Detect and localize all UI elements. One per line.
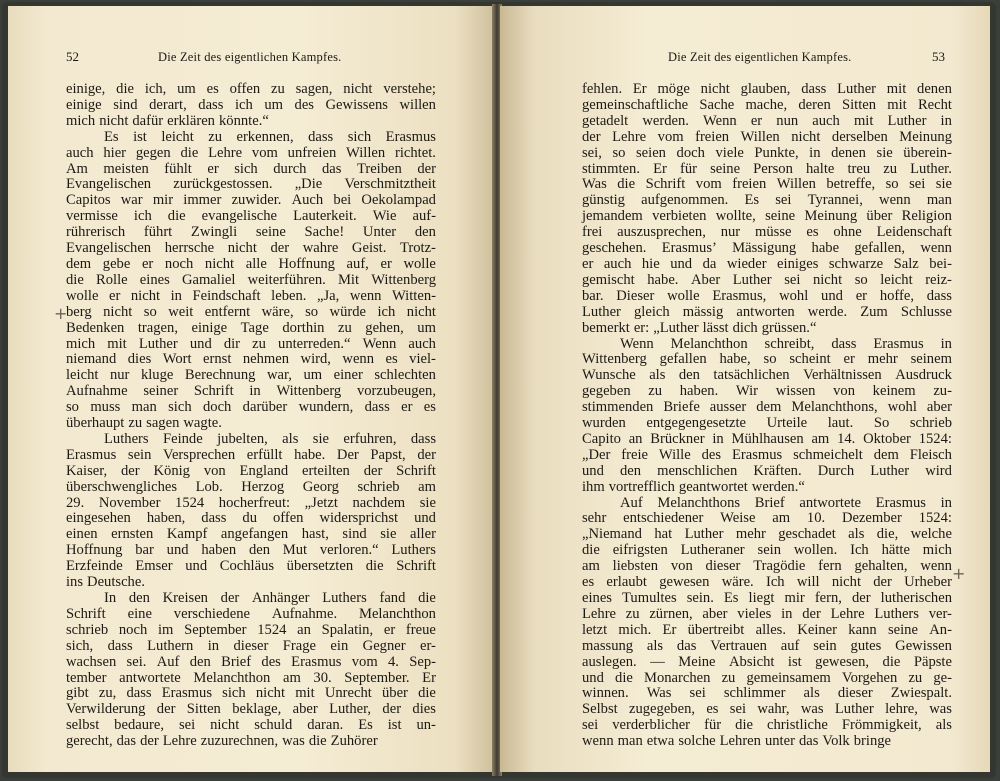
text-line: Es ist leicht zu erkennen, dass sich Erasmus <box>104 128 436 145</box>
text-line: Verwilderung der Sitten beklage, aber Luther, der dies <box>66 701 436 718</box>
running-head: Die Zeit des eigentlichen Kampfes. <box>668 50 852 64</box>
text-line: einige, die ich, um es offen zu sagen, nicht verstehe; <box>66 81 436 97</box>
right-page <box>500 6 990 772</box>
text-line: Wunsche als den tatsächlichen Verhältnissen Ausdruck <box>582 367 952 384</box>
text-line: Evangelischen zurückgestossen. „Die Verschmitztheit <box>66 176 436 193</box>
text-line: sich, dass Luthern in dieser Frage ein Gegner er- <box>66 637 436 654</box>
text-line: sei verderblicher für die christliche Frömmigkeit, als <box>582 717 952 734</box>
text-line: geschehen. Erasmus’ Mässigung habe gefallen, wenn <box>582 240 952 257</box>
text-line: Luthers Feinde jubelten, als sie erfuhren, dass <box>104 430 436 447</box>
text-line: einige sind derart, dass ich um des Gewissens willen <box>66 96 436 113</box>
text-line: Kaiser, der König von England erteilten der Schrift <box>66 462 436 479</box>
text-line: gemeinschaftliche Sache mache, deren Sitten mit Recht <box>582 96 952 113</box>
page-number: 53 <box>932 49 945 64</box>
text-line: berg nicht so weit entfernt wäre, so würde ich nicht <box>66 303 436 320</box>
text-line: ins Deutsche. <box>66 574 145 591</box>
text-line: fehlen. Er möge nicht glauben, dass Luther mit denen <box>582 81 952 97</box>
text-line: Aufnahme seiner Schrift in Wittenberg vorzubeugen, <box>66 383 436 400</box>
text-line: schrieb noch im September 1524 an Spalatin, er freue <box>66 621 436 638</box>
text-line: Auf Melanchthons Brief antwortete Erasmus in <box>620 494 952 511</box>
text-line: Am meisten fühlt er sich durch das Treiben der <box>66 160 436 177</box>
text-line: der Lehre vom freien Willen nicht derselben Meinung <box>582 128 952 145</box>
text-line: wurden entgegengesetzte Urteile laut. So schrieb <box>582 415 952 432</box>
text-line: überhaupt zu sagen wagte. <box>66 415 222 432</box>
text-line: Selbst zugegeben, es sei wahr, was Luther lehre, was <box>582 701 952 718</box>
text-line: dem gebe er noch nicht alle Hoffnung auf, er wolle <box>66 255 436 272</box>
text-line: Lehre zu zürnen, aber vieles in der Lehre Luthers ver- <box>582 605 952 622</box>
text-line: Erasmus sein Versprechen erfüllt habe. Der Papst, der <box>66 446 436 463</box>
text-line: selbst bedaure, sei nicht schuld daran. Es ist un- <box>66 717 436 734</box>
text-line: er auch hie und da wieder einiges schwarze Salz bei- <box>582 255 952 272</box>
text-line: wachsen sei. Auf den Brief des Erasmus vom 4. Sep- <box>66 653 436 670</box>
text-line: „Der freie Wille des Erasmus schmeichelt dem Fleisch <box>582 446 952 463</box>
text-line: ihm vortrefflich geantwortet werden.“ <box>582 478 805 495</box>
text-line: getadelt werden. Wenn er nun auch mit Luther in <box>582 112 952 129</box>
text-line: Erzfeinde Emser und Cochläus übersetzten die Schrift <box>66 558 436 575</box>
text-line: letzt mich. Er übertreibt alles. Keiner kann seine An- <box>582 621 952 638</box>
text-line: Bedenken tragen, einige Tage dorthin zu gehen, um <box>66 319 436 336</box>
text-line: niemand dies Wort ernst nehmen wird, wenn es viel- <box>66 351 436 368</box>
text-line: Evangelischen herrsche nicht der wahre Geist. Trotz- <box>66 240 436 257</box>
text-line: tember antwortete Melanchthon am 30. September. Er <box>66 669 436 686</box>
text-line: und den menschlichen Kräften. Durch Luther wird <box>582 462 952 479</box>
text-line: Luther gleich mässig antworten werde. Zum Schlusse <box>582 303 952 320</box>
text-line: eines Tumultes sein. Es liegt mir fern, der lutherischen <box>582 590 952 606</box>
text-line: wolle er nicht in Feindschaft leben. „Ja, wenn Witten- <box>66 287 436 304</box>
text-line: gerecht, das der Lehre zuzurechnen, was die Zuhörer <box>66 733 378 750</box>
text-line: eingesehen haben, dass du offen widersprichst und <box>66 510 436 527</box>
text-line: sei, so seien doch viele Punkte, in denen sie überein- <box>582 144 952 161</box>
text-line: gemischt habe. Aber Luther sei nicht so leicht reiz- <box>582 271 952 288</box>
text-line: die eifrigsten Lutheraner sein wollen. Ich hätte mich <box>582 542 952 559</box>
text-line: mich mit Luther und dir zu unterreden.“ Wenn auch <box>66 335 436 352</box>
text-line: In den Kreisen der Anhänger Luthers fand die <box>104 590 436 606</box>
text-line: massung als das Vertrauen auf sein gutes Gewissen <box>582 637 952 654</box>
text-line: winnen. Was sei schlimmer als dieser Zwiespalt. <box>582 685 952 702</box>
body-text <box>582 82 952 750</box>
text-line: Wenn Melanchthon schreibt, dass Erasmus in <box>620 335 952 352</box>
left-page <box>8 6 494 772</box>
text-line: mich nicht dafür erklären könnte.“ <box>66 112 269 129</box>
text-line: Hoffnung bar und haben den Mut verloren.“ Luthers <box>66 542 436 559</box>
page-number: 52 <box>66 49 79 64</box>
text-line: es erlaubt gewesen wäre. Ich will nicht der Urheber <box>582 574 952 591</box>
text-line: stimmenden Briefe ausser dem Melanchthons, wohl aber <box>582 399 952 416</box>
text-line: einen ernsten Kampf angefangen hast, sind sie aller <box>66 526 436 543</box>
margin-mark: + <box>952 564 966 583</box>
text-line: sehr entschiedener Weise am 10. Dezember 1524: <box>582 510 952 527</box>
text-line: gegeben zu haben. Wir wissen von keinem zu- <box>582 383 952 400</box>
text-line: auslegen. — Meine Absicht ist gewesen, die Päpste <box>582 653 952 670</box>
text-line: bar. Dieser wolle Erasmus, wohl und er hoffe, dass <box>582 287 952 304</box>
text-line: am liebsten von dieser Tragödie fern gehalten, wenn <box>582 558 952 575</box>
text-line: „Niemand hat Luther mehr geschadet als die, welche <box>582 526 952 543</box>
text-line: vermisse ich die evangelische Lauterkeit. Wie auf- <box>66 208 436 225</box>
text-line: 29. November 1524 hocherfreut: „Jetzt nachdem sie <box>66 494 436 511</box>
text-line: Schrift eine verschiedene Aufnahme. Melanchthon <box>66 605 436 622</box>
text-line: Wittenberg gefallen habe, so scheint er mehr seinem <box>582 351 952 368</box>
text-line: Capitos war mir immer zuwider. Auch bei Oekolampad <box>66 192 436 209</box>
text-line: stimmten. Er für seine Person halte treu zu Luther. <box>582 160 952 177</box>
text-line: leicht nur kluge Berechnung war, um einer schlechten <box>66 367 436 384</box>
text-line: auch hier gegen die Lehre vom unfreien Willen richtet. <box>66 144 436 161</box>
text-line: jemandem verbieten wollte, seine Meinung über Religion <box>582 208 952 225</box>
text-line: günstig aufgenommen. Es sei Tyrannei, wenn man <box>582 192 952 209</box>
text-line: gibt zu, dass Erasmus sich nicht mit Unrecht über die <box>66 685 436 702</box>
margin-mark: + <box>54 304 68 323</box>
text-line: wenn man etwa solche Lehren unter das Volk bringe <box>582 733 892 750</box>
text-line: bemerkt er: „Luther lässt dich grüssen.“ <box>582 319 817 336</box>
text-line: frei auszusprechen, nur müsse es ohne Leidenschaft <box>582 224 952 241</box>
text-line: so muss man sich doch darüber wundern, dass er es <box>66 399 436 416</box>
text-line: die Rolle eines Gamaliel weiterführen. Mit Wittenberg <box>66 271 436 288</box>
running-head: Die Zeit des eigentlichen Kampfes. <box>158 50 342 64</box>
text-line: Capito an Brückner in Mühlhausen am 14. Oktober 1524: <box>582 430 952 447</box>
text-line: und die Monarchen zu gemeinsamem Vorgehen zu ge- <box>582 669 952 686</box>
text-line: Was die Schrift vom freien Willen betreffe, so sei sie <box>582 176 952 193</box>
text-line: überschwengliches Lob. Herzog Georg schrieb am <box>66 478 436 495</box>
body-text <box>66 82 436 750</box>
text-line: rührerisch führt Zwingli seine Sache! Unter den <box>66 224 436 241</box>
